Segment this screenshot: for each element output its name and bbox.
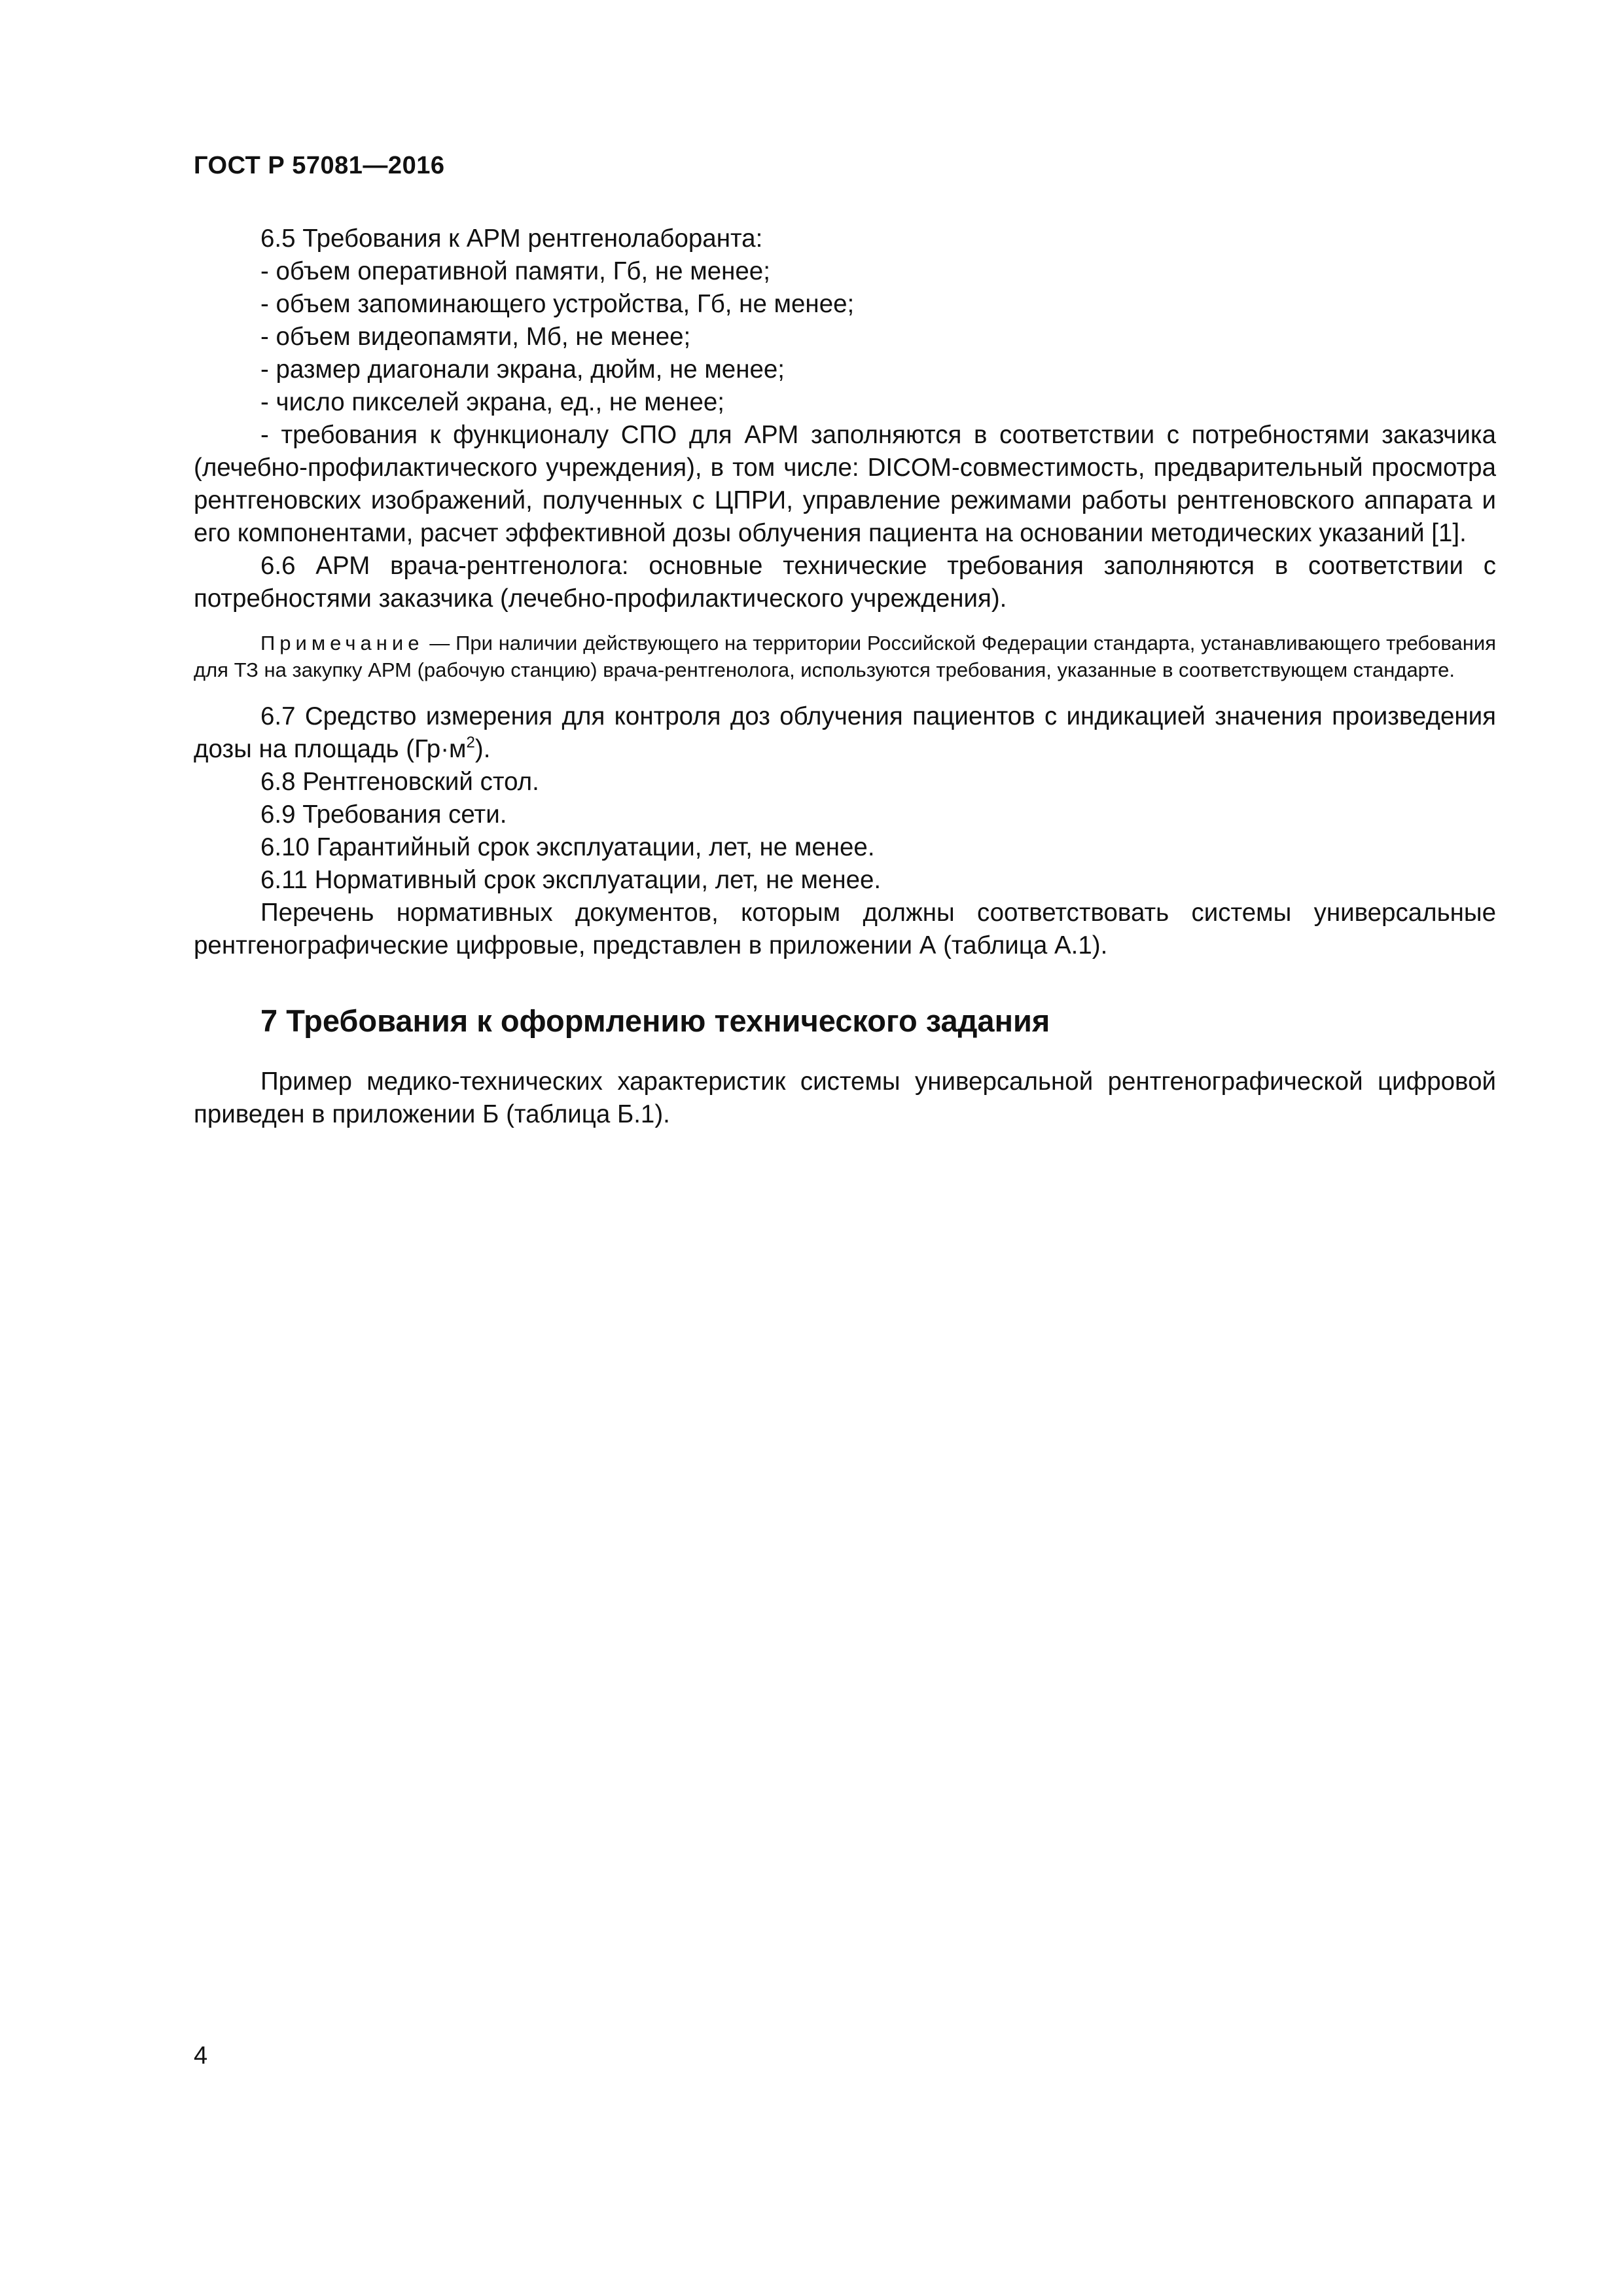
requirement-item-spo-functionality: - требования к функционалу СПО для АРМ заполняются в соответствии с потребностями заказчика (лечебно-профилактического учреждения), в том числе: DICOM-совместимость, предварительный просмотра рентгеновских изображений, полученных с ЦПРИ, управление режимами работы рентгеновского аппарата и его компонентами, расчет эффективной дозы облучения пациента на основании методических указаний [1]. (194, 421, 1496, 547)
note-text: — При наличии действующего на территории Российской Федерации стандарта, устанавливающего требования для ТЗ на закупку АРМ (рабочую станцию) врача-рентгенолога, используются требования, указанные в соответствующем стандарте. (194, 632, 1496, 681)
clause-6-7-end: ). (474, 735, 491, 763)
document-body (194, 223, 1496, 1131)
requirement-item-screen-diagonal: - размер диагонали экрана, дюйм, не менее; (260, 355, 785, 384)
note-label: Примечание (260, 632, 424, 655)
note-block (194, 630, 1496, 683)
requirement-item-screen-pixels: - число пикселей экрана, ед., не менее; (260, 388, 724, 416)
requirement-item-ram: - объем оперативной памяти, Гб, не менее; (260, 257, 770, 285)
requirement-item-video-memory: - объем видеопамяти, Мб, не менее; (260, 323, 691, 351)
clause-6-8: 6.8 Рентгеновский стол. (260, 768, 539, 796)
clause-6-11: 6.11 Нормативный срок эксплуатации, лет, не менее. (260, 866, 882, 894)
document-code-header: ГОСТ Р 57081—2016 (194, 152, 445, 179)
clause-6-7-text: 6.7 Средство измерения для контроля доз облучения пациентов с индикацией значения произведения дозы на площадь (Гр·м (194, 702, 1496, 763)
clause-6-7-superscript: 2 (466, 734, 475, 751)
clause-6-10: 6.10 Гарантийный срок эксплуатации, лет, не менее. (260, 833, 875, 861)
normative-documents-paragraph: Перечень нормативных документов, которым должны соответствовать системы универсальные рентгенографические цифровые, представлен в приложении А (таблица А.1). (194, 899, 1496, 960)
section-7-text: Пример медико-технических характеристик системы универсальной рентгенографической цифровой приведен в приложении Б (таблица Б.1). (194, 1067, 1496, 1128)
clause-6-6: 6.6 АРМ врача-рентгенолога: основные технические требования заполняются в соответствии с потребностями заказчика (лечебно-профилактического учреждения). (194, 552, 1496, 613)
page-number: 4 (194, 2042, 208, 2070)
section-7-title: 7 Требования к оформлению технического задания (260, 1003, 1050, 1038)
clause-6-9: 6.9 Требования сети. (260, 800, 507, 829)
requirement-item-storage: - объем запоминающего устройства, Гб, не менее; (260, 290, 855, 318)
clause-6-5: 6.5 Требования к АРМ рентгенолаборанта: (260, 224, 763, 253)
clause-6-7 (194, 700, 1496, 766)
